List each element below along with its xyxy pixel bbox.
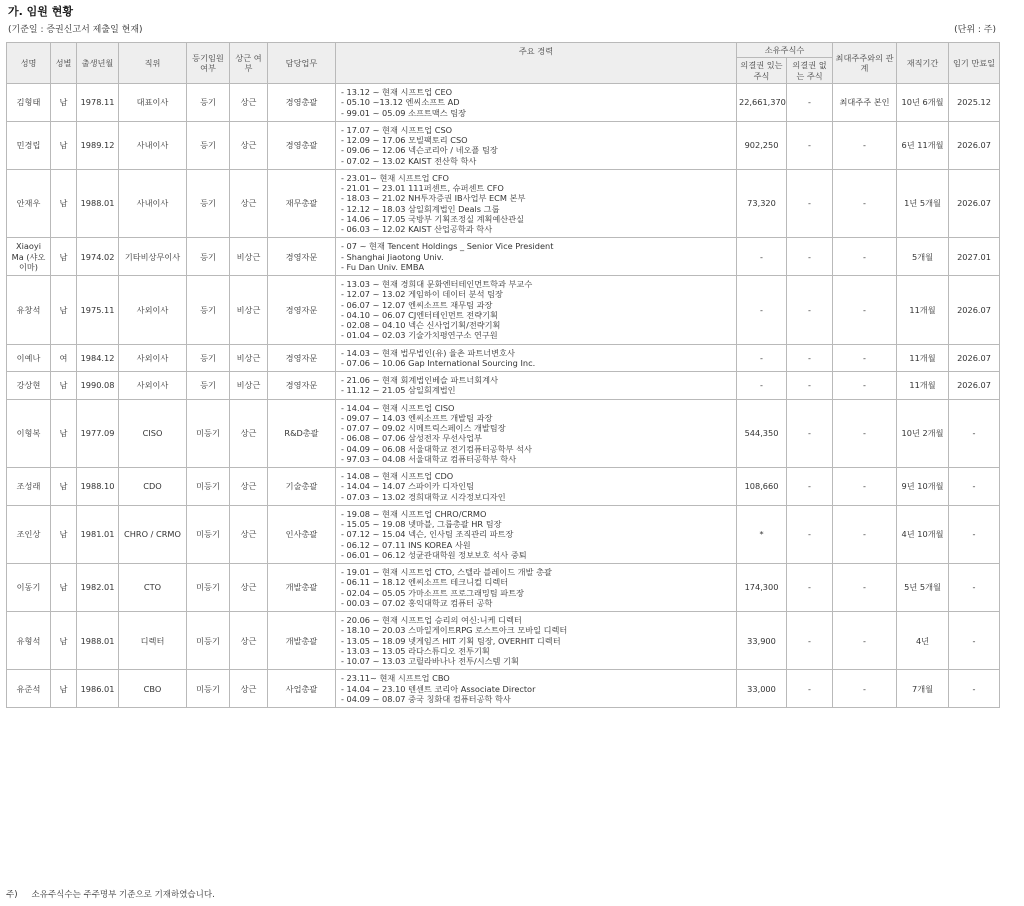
header-voting-shares: 의결권 있는 주식 [737,58,787,84]
cell-tenure: 5개월 [897,238,949,276]
cell-registered: 미등기 [187,399,230,468]
cell-nonvoting-shares: - [787,372,833,400]
cell-duty: 경영자문 [268,276,336,345]
cell-gender: 남 [51,505,77,563]
table-row [7,564,1000,612]
career-line: - 02.08 ~ 04.10 넥슨 신사업기획/전략기획 [341,320,501,330]
cell-voting-shares: - [737,276,787,345]
cell-duty: 사업총괄 [268,670,336,708]
cell-position: 사내이사 [119,169,187,238]
cell-nonvoting-shares: - [787,564,833,612]
career-line: - 04.10 ~ 06.07 CJ엔터테인먼트 전략기획 [341,309,498,320]
cell-nonvoting-shares: - [787,670,833,708]
cell-relation: - [833,505,897,563]
cell-position: CISO [119,399,187,468]
cell-career [336,612,737,670]
cell-voting-shares: 174,300 [737,564,787,612]
cell-registered: 등기 [187,84,230,122]
cell-gender: 남 [51,238,77,276]
table-row [7,276,1000,345]
cell-birth: 1975.11 [77,276,119,345]
career-line: - 11.12 ~ 21.05 삼일회계법인 [341,385,456,396]
career-line: - 09.07 ~ 14.03 엔씨소프트 개발팀 과장 [341,412,493,423]
cell-expiry: 2026.07 [949,169,1000,238]
cell-name: 안재우 [7,169,51,238]
header-name: 성명 [7,43,51,84]
cell-relation: 최대주주 본인 [833,84,897,122]
cell-fulltime: 상근 [230,468,268,506]
career-line: - 14.06 ~ 17.05 국방부 기획조정실 계획예산관실 [341,213,525,224]
career-line: - Fu Dan Univ. EMBA [341,261,425,272]
career-line: - 19.01 ~ 현재 시프트업 CTO, 스텔라 블레이드 개발 총괄 [341,567,552,577]
cell-fulltime: 상근 [230,399,268,468]
header-relation: 최대주주와의 관계 [833,43,897,84]
cell-relation: - [833,372,897,400]
header-nonvoting-shares: 의결권 없는 주식 [787,58,833,84]
career-line: - 21.06 ~ 현재 회계법인베슬 파트너회계사 [341,375,498,385]
cell-relation: - [833,670,897,708]
cell-tenure: 4년 [897,612,949,670]
cell-nonvoting-shares: - [787,121,833,169]
cell-fulltime: 상근 [230,564,268,612]
career-line: - 07.02 ~ 13.02 KAIST 전산학 학사 [341,155,477,166]
career-line: - 23.11~ 현재 시프트업 CBO [341,673,450,684]
career-line: - 05.10 ~13.12 엔씨소프트 AD [341,97,460,108]
cell-relation: - [833,169,897,238]
cell-expiry: - [949,612,1000,670]
cell-name: 이동기 [7,564,51,612]
cell-duty: 개발총괄 [268,564,336,612]
cell-duty: 경영자문 [268,238,336,276]
cell-gender: 남 [51,121,77,169]
career-line: - 20.06 ~ 현재 시프트업 승리의 여신:니케 디렉터 [341,615,522,625]
cell-registered: 미등기 [187,670,230,708]
cell-tenure: 9년 10개월 [897,468,949,506]
cell-birth: 1978.11 [77,84,119,122]
cell-gender: 남 [51,612,77,670]
cell-career [336,169,737,238]
table-row [7,468,1000,506]
cell-duty: R&D총괄 [268,399,336,468]
header-registered: 등기임원 여부 [187,43,230,84]
cell-expiry: 2025.12 [949,84,1000,122]
cell-gender: 남 [51,372,77,400]
career-line: - 23.01~ 현재 시프트업 CFO [341,172,449,183]
footnote-text: 소유주식수는 주주명부 기준으로 기재하였습니다. [31,890,215,900]
cell-name: 이예나 [7,344,51,372]
cell-fulltime: 상근 [230,121,268,169]
career-line: - 19.08 ~ 현재 시프트업 CHRO/CRMO [341,508,487,519]
career-line: - Shanghai Jiaotong Univ. [341,251,444,262]
cell-expiry: 2026.07 [949,276,1000,345]
cell-birth: 1988.10 [77,468,119,506]
cell-gender: 남 [51,84,77,122]
cell-name: 민경립 [7,121,51,169]
cell-voting-shares: - [737,372,787,400]
cell-tenure: 10년 2개월 [897,399,949,468]
cell-relation: - [833,238,897,276]
cell-duty: 경영자문 [268,372,336,400]
cell-position: 디렉터 [119,612,187,670]
cell-position: CDO [119,468,187,506]
cell-tenure: 1년 5개월 [897,169,949,238]
cell-position: 사외이사 [119,372,187,400]
cell-career [336,344,737,372]
career-line: - 21.01 ~ 23.01 111퍼센트, 슈퍼센트 CFO [341,183,504,193]
footnote [6,888,215,900]
header-fulltime: 상근 여부 [230,43,268,84]
cell-birth: 1990.08 [77,372,119,400]
cell-career [336,276,737,345]
cell-name: Xiaoyi Ma (샤오이마) [7,238,51,276]
cell-voting-shares: 73,320 [737,169,787,238]
cell-position: CBO [119,670,187,708]
table-row [7,399,1000,468]
career-line: - 12.12 ~ 18.03 삼일회계법인 Deals 그룹 [341,203,500,214]
career-line: - 13.12 ~ 현재 시프트업 CEO [341,87,453,97]
career-line: - 04.09 ~ 06.08 서울대학교 전기컴퓨터공학부 석사 [341,443,532,454]
career-line: - 07.03 ~ 13.02 경희대학교 시각정보디자인 [341,491,506,502]
cell-nonvoting-shares: - [787,344,833,372]
cell-expiry: 2027.01 [949,238,1000,276]
cell-career [336,670,737,708]
career-line: - 17.07 ~ 현재 시프트업 CSO [341,124,453,135]
career-line: - 99.01 ~ 05.09 소프트맥스 팀장 [341,107,467,118]
career-line: - 97.03 ~ 04.08 서울대학교 컴퓨터공학부 학사 [341,453,517,464]
cell-nonvoting-shares: - [787,238,833,276]
cell-voting-shares: 33,000 [737,670,787,708]
cell-name: 유창석 [7,276,51,345]
cell-gender: 남 [51,399,77,468]
cell-relation: - [833,564,897,612]
career-line: - 07 ~ 현재 Tencent Holdings _ Senior Vice President [341,241,554,252]
career-line: - 13.03 ~ 13.05 라다스튜디오 전투기획 [341,645,490,656]
cell-nonvoting-shares: - [787,276,833,345]
cell-registered: 미등기 [187,564,230,612]
table-row [7,238,1000,276]
cell-career [336,564,737,612]
executives-table-body [7,84,1000,708]
table-row [7,121,1000,169]
cell-duty: 재무총괄 [268,169,336,238]
cell-registered: 미등기 [187,505,230,563]
cell-tenure: 11개월 [897,372,949,400]
cell-name: 강상현 [7,372,51,400]
cell-fulltime: 상근 [230,612,268,670]
cell-birth: 1986.01 [77,670,119,708]
cell-registered: 등기 [187,344,230,372]
cell-voting-shares: * [737,505,787,563]
header-career: 주요 경력 [336,43,737,84]
cell-fulltime: 상근 [230,84,268,122]
cell-expiry: - [949,505,1000,563]
cell-nonvoting-shares: - [787,84,833,122]
cell-registered: 등기 [187,169,230,238]
career-line: - 02.04 ~ 05.05 가마소프트 프로그래밍팀 파트장 [341,587,525,598]
cell-tenure: 5년 5개월 [897,564,949,612]
cell-expiry: - [949,670,1000,708]
cell-position: 기타비상무이사 [119,238,187,276]
career-line: - 00.03 ~ 07.02 홍익대학교 컴퓨터 공학 [341,597,493,608]
career-line: - 14.03 ~ 현재 법무법인(유) 율촌 파트너변호사 [341,347,515,358]
cell-birth: 1982.01 [77,564,119,612]
header-duty: 담당업무 [268,43,336,84]
cell-duty: 경영총괄 [268,121,336,169]
career-line: - 09.06 ~ 12.06 넥슨코리아 / 네오플 팀장 [341,145,498,156]
cell-registered: 등기 [187,238,230,276]
career-line: - 12.07 ~ 13.02 게임하이 데이터 분석 팀장 [341,289,503,300]
cell-birth: 1981.01 [77,505,119,563]
cell-birth: 1974.02 [77,238,119,276]
cell-voting-shares: 902,250 [737,121,787,169]
cell-tenure: 10년 6개월 [897,84,949,122]
cell-voting-shares: - [737,238,787,276]
cell-career [336,399,737,468]
cell-name: 이형복 [7,399,51,468]
table-row [7,670,1000,708]
cell-fulltime: 상근 [230,670,268,708]
cell-expiry: 2026.07 [949,121,1000,169]
cell-duty: 경영자문 [268,344,336,372]
career-line: - 14.04 ~ 23.10 텐센트 코리아 Associate Director [341,683,536,694]
cell-position: CHRO / CRMO [119,505,187,563]
cell-birth: 1988.01 [77,612,119,670]
cell-tenure: 11개월 [897,276,949,345]
table-row [7,344,1000,372]
cell-name: 유준석 [7,670,51,708]
basis-date-note: (기준일 : 증권신고서 제출일 현재) [8,25,143,35]
cell-position: 사내이사 [119,121,187,169]
career-line: - 06.12 ~ 07.11 INS KOREA 사원 [341,539,471,550]
cell-relation: - [833,399,897,468]
cell-expiry: 2026.07 [949,372,1000,400]
header-shares: 소유주식수 [737,43,833,58]
header-position: 직위 [119,43,187,84]
table-row [7,612,1000,670]
table-row [7,505,1000,563]
career-line: - 14.04 ~ 14.07 스파이카 디자인팀 [341,481,474,492]
career-line: - 01.04 ~ 02.03 기술가치평연구소 연구원 [341,330,498,341]
career-line: - 14.08 ~ 현재 시프트업 CDO [341,471,454,481]
cell-position: 사외이사 [119,276,187,345]
cell-expiry: 2026.07 [949,344,1000,372]
cell-fulltime: 비상근 [230,276,268,345]
career-line: - 06.08 ~ 07.06 삼성전자 무선사업부 [341,433,482,444]
career-line: - 15.05 ~ 19.08 넷마블, 그룹총괄 HR 팀장 [341,519,502,529]
cell-tenure: 4년 10개월 [897,505,949,563]
cell-expiry: - [949,468,1000,506]
career-line: - 07.12 ~ 15.04 넥슨, 인사팀 조직관리 파트장 [341,529,514,540]
career-line: - 06.03 ~ 12.02 KAIST 산업공학과 학사 [341,224,493,234]
cell-expiry: - [949,564,1000,612]
career-line: - 13.03 ~ 현재 경희대 문화엔터테인먼트학과 부교수 [341,279,533,289]
cell-voting-shares: 33,900 [737,612,787,670]
career-line: - 18.10 ~ 20.03 스마일게이트RPG 로스트아크 모바일 디렉터 [341,625,568,636]
cell-relation: - [833,468,897,506]
table-row [7,372,1000,400]
cell-position: CTO [119,564,187,612]
header-expiry: 임기 만료일 [949,43,1000,84]
cell-fulltime: 비상근 [230,372,268,400]
executives-table [6,42,1000,708]
career-line: - 12.09 ~ 17.06 모빌팩토리 CSO [341,135,468,145]
cell-fulltime: 상근 [230,169,268,238]
cell-registered: 등기 [187,121,230,169]
cell-birth: 1988.01 [77,169,119,238]
career-line: - 10.07 ~ 13.03 고릴라바나나 전투/시스템 기획 [341,656,519,666]
cell-voting-shares: 544,350 [737,399,787,468]
cell-career [336,468,737,506]
cell-nonvoting-shares: - [787,612,833,670]
cell-fulltime: 상근 [230,505,268,563]
cell-expiry: - [949,399,1000,468]
career-line: - 14.04 ~ 현재 시프트업 CISO [341,402,455,413]
career-line: - 18.03 ~ 21.02 NH투자증권 IB사업부 ECM 본부 [341,193,526,204]
cell-nonvoting-shares: - [787,399,833,468]
cell-name: 유형석 [7,612,51,670]
header-gender: 성별 [51,43,77,84]
cell-duty: 기술총괄 [268,468,336,506]
cell-gender: 남 [51,564,77,612]
cell-birth: 1984.12 [77,344,119,372]
cell-fulltime: 비상근 [230,238,268,276]
cell-voting-shares: 22,661,370 [737,84,787,122]
header-birth: 출생년월 [77,43,119,84]
career-line: - 07.07 ~ 09.02 시메트릭스페이스 개발팀장 [341,423,506,433]
cell-tenure: 6년 11개월 [897,121,949,169]
table-row [7,84,1000,122]
cell-voting-shares: - [737,344,787,372]
cell-duty: 개발총괄 [268,612,336,670]
cell-birth: 1989.12 [77,121,119,169]
cell-duty: 경영총괄 [268,84,336,122]
cell-registered: 등기 [187,276,230,345]
cell-tenure: 7개월 [897,670,949,708]
career-line: - 06.11 ~ 18.12 엔씨소프트 테크니컬 디렉터 [341,577,509,588]
cell-position: 사외이사 [119,344,187,372]
cell-career [336,505,737,563]
cell-nonvoting-shares: - [787,169,833,238]
cell-nonvoting-shares: - [787,505,833,563]
career-line: - 04.09 ~ 08.07 중국 칭화대 컴퓨터공학 학사 [341,693,511,704]
cell-position: 대표이사 [119,84,187,122]
cell-tenure: 11개월 [897,344,949,372]
cell-career [336,238,737,276]
cell-duty: 인사총괄 [268,505,336,563]
career-line: - 06.07 ~ 12.07 엔씨소프트 재무팀 과장 [341,299,493,310]
career-line: - 06.01 ~ 06.12 성균관대학원 정보보호 석사 중퇴 [341,549,527,560]
cell-career [336,121,737,169]
cell-gender: 남 [51,169,77,238]
cell-nonvoting-shares: - [787,468,833,506]
cell-name: 조인상 [7,505,51,563]
table-row [7,169,1000,238]
cell-career [336,84,737,122]
unit-note: (단위 : 주) [954,25,996,35]
career-line: - 13.05 ~ 18.09 넷게임즈 HIT 기획 팀장, OVERHIT 디렉터 [341,635,561,646]
header-tenure: 재직기간 [897,43,949,84]
cell-registered: 미등기 [187,612,230,670]
footnote-mark: 주) [6,890,18,900]
cell-gender: 남 [51,670,77,708]
section-title: 가. 임원 현황 [8,5,73,18]
cell-relation: - [833,612,897,670]
cell-gender: 남 [51,468,77,506]
cell-career [336,372,737,400]
career-line: - 07.06 ~ 10.06 Gap International Sourcing Inc. [341,357,536,368]
cell-gender: 남 [51,276,77,345]
cell-registered: 등기 [187,372,230,400]
cell-relation: - [833,121,897,169]
cell-fulltime: 비상근 [230,344,268,372]
cell-birth: 1977.09 [77,399,119,468]
cell-gender: 여 [51,344,77,372]
cell-relation: - [833,344,897,372]
cell-name: 김형태 [7,84,51,122]
cell-relation: - [833,276,897,345]
cell-registered: 미등기 [187,468,230,506]
cell-voting-shares: 108,660 [737,468,787,506]
cell-name: 조성래 [7,468,51,506]
